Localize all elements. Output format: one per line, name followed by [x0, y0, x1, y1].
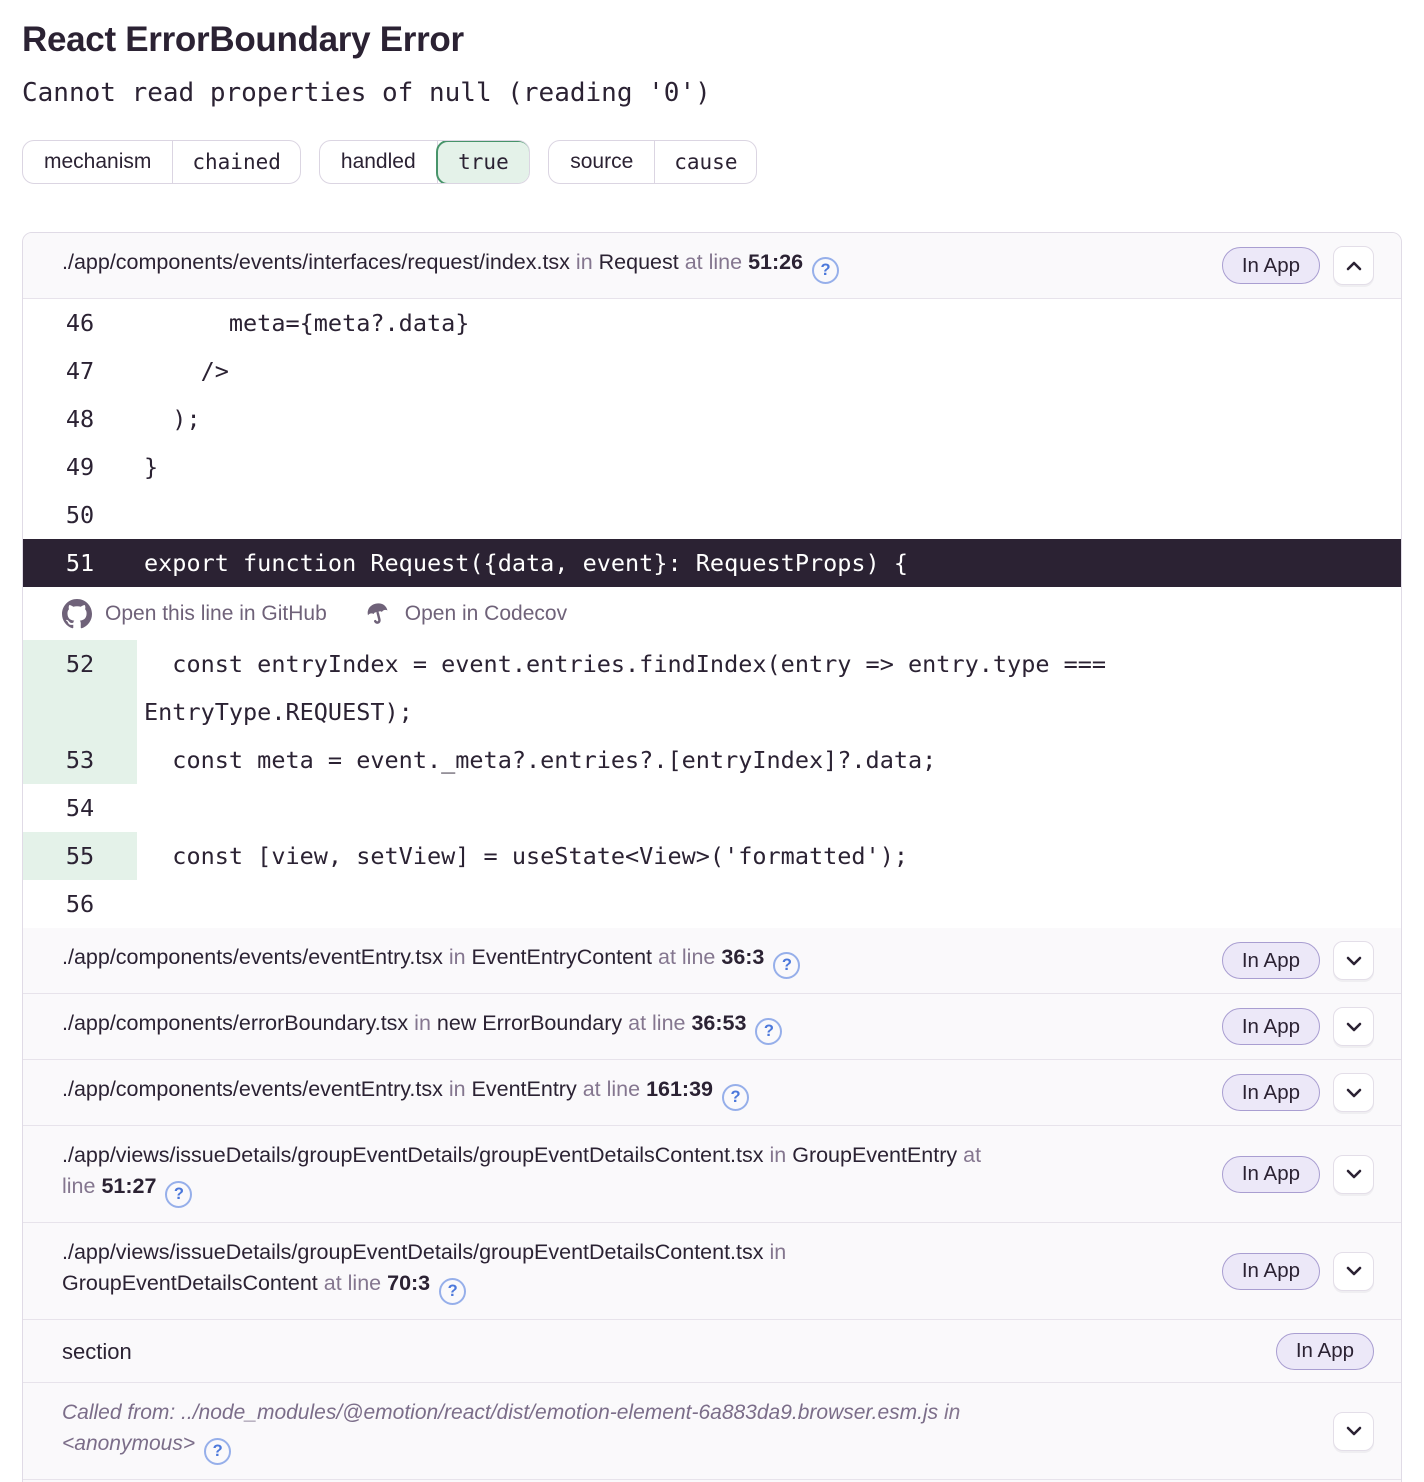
- expand-frame-button[interactable]: [1333, 1412, 1374, 1451]
- frame-function: Request: [598, 250, 679, 274]
- frame-in-label: in: [448, 1077, 466, 1101]
- help-icon[interactable]: ?: [204, 1438, 231, 1465]
- chevron-down-icon: [1344, 1083, 1364, 1103]
- page-title: React ErrorBoundary Error: [22, 20, 464, 59]
- code-line: [23, 395, 1401, 443]
- frame-line-col: 36:3: [721, 945, 765, 969]
- frame-actions: [1333, 1412, 1374, 1451]
- frame-in-label: in: [575, 250, 593, 274]
- frame-function: GroupEventDetailsContent: [62, 1271, 318, 1295]
- frame-actions: [1222, 1073, 1374, 1112]
- in-app-badge: In App: [1222, 1253, 1320, 1290]
- frame-function: section: [62, 1338, 132, 1364]
- frame-actions: [1222, 1252, 1374, 1291]
- line-source: );: [144, 405, 201, 433]
- stack-frame-header[interactable]: [23, 1222, 1401, 1319]
- frame-atline-label: at line: [658, 945, 716, 969]
- line-source: export function Request({data, event}: RequestProps) {: [144, 549, 909, 577]
- chevron-down-icon: [1344, 1261, 1364, 1281]
- code-line: [23, 880, 1401, 928]
- stack-frame-section[interactable]: [23, 1319, 1401, 1382]
- tag-value: cause: [674, 150, 738, 174]
- line-source: const entryIndex = event.entries.findIndex(entry => entry.type === EntryType.REQUEST);: [144, 650, 1121, 726]
- line-number: 46: [65, 309, 95, 337]
- frame-title: [62, 1126, 982, 1222]
- frame-title: [62, 233, 839, 298]
- tag-pill[interactable]: [22, 140, 301, 184]
- frame-filename: ./app/components/errorBoundary.tsx: [62, 1011, 409, 1035]
- frame-filename: ./app/views/issueDetails/groupEventDetails/groupEventDetailsContent.tsx: [62, 1143, 764, 1167]
- in-app-badge: In App: [1222, 247, 1320, 284]
- code-line: [23, 491, 1401, 539]
- expand-frame-button[interactable]: [1333, 941, 1374, 980]
- frame-filename: ./app/components/events/interfaces/request/index.tsx: [62, 250, 570, 274]
- line-number: 52: [23, 640, 137, 736]
- tag-value: chained: [192, 150, 281, 174]
- frame-filename: ../node_modules/@emotion/react/dist/emotion-element-6a883da9.browser.esm.js: [181, 1401, 939, 1424]
- open-in-codecov-link[interactable]: [364, 590, 567, 638]
- tag-value: true: [436, 140, 530, 184]
- line-source: [137, 880, 1401, 928]
- chevron-down-icon: [1344, 1421, 1364, 1441]
- frame-in-label: in: [448, 945, 466, 969]
- chevron-up-icon: [1344, 256, 1364, 276]
- line-number: 56: [65, 890, 95, 918]
- help-icon[interactable]: ?: [812, 257, 839, 284]
- tag-key: mechanism: [23, 141, 173, 183]
- frame-title: [62, 1060, 749, 1125]
- line-number: 54: [65, 794, 95, 822]
- open-in-github-label: Open this line in GitHub: [105, 601, 327, 625]
- frame-atline-label: at line: [323, 1271, 382, 1295]
- expand-frame-button[interactable]: [1333, 1252, 1374, 1291]
- frame-line-col: 161:39: [646, 1077, 714, 1101]
- frame-actions: [1222, 246, 1374, 285]
- frame-atline-label: at line: [684, 250, 743, 274]
- line-source: [137, 491, 1401, 539]
- github-icon: [62, 599, 92, 629]
- code-line: [23, 347, 1401, 395]
- error-message: Cannot read properties of null (reading '0'): [22, 78, 711, 108]
- frame-title: [62, 1383, 1072, 1479]
- tag-key: source: [549, 141, 655, 183]
- line-number: 50: [65, 501, 95, 529]
- help-icon[interactable]: ?: [165, 1181, 192, 1208]
- line-number: 48: [65, 405, 95, 433]
- open-in-github-link[interactable]: [62, 590, 327, 638]
- frame-actions: [1222, 1155, 1374, 1194]
- stack-frame-header[interactable]: [23, 993, 1401, 1059]
- collapse-frame-button[interactable]: [1333, 246, 1374, 285]
- line-source: [137, 784, 1401, 832]
- help-icon[interactable]: ?: [755, 1018, 782, 1045]
- in-app-badge: In App: [1222, 1156, 1320, 1193]
- frame-in-label: in: [769, 1240, 787, 1264]
- frame-actions: [1222, 1007, 1374, 1046]
- frame-filename: ./app/components/events/eventEntry.tsx: [62, 1077, 443, 1101]
- frame-actions: [1222, 941, 1374, 980]
- tag-pill[interactable]: [548, 140, 757, 184]
- line-number: 49: [65, 453, 95, 481]
- help-icon[interactable]: ?: [773, 952, 800, 979]
- frame-in-label: in: [944, 1401, 961, 1424]
- line-number: 47: [65, 357, 95, 385]
- frame-line-col: 51:27: [101, 1174, 157, 1198]
- frame-function: EventEntry: [471, 1077, 577, 1101]
- frame-atline-label: at line: [62, 1143, 982, 1198]
- chevron-down-icon: [1344, 951, 1364, 971]
- frame-line-col: 70:3: [387, 1271, 431, 1295]
- code-line: [23, 640, 1401, 736]
- frame-actions: [1276, 1333, 1374, 1370]
- chevron-down-icon: [1344, 1017, 1364, 1037]
- tags: [22, 140, 1402, 184]
- expand-frame-button[interactable]: [1333, 1007, 1374, 1046]
- stack-frame-header[interactable]: [23, 1059, 1401, 1125]
- help-icon[interactable]: ?: [439, 1278, 466, 1305]
- line-source: meta={meta?.data}: [144, 309, 470, 337]
- help-icon[interactable]: ?: [722, 1084, 749, 1111]
- frame-atline-label: at line: [582, 1077, 641, 1101]
- stack-frame-header[interactable]: [23, 1125, 1401, 1222]
- frame-title: [62, 928, 800, 993]
- codecov-umbrella-icon: [364, 600, 392, 628]
- code-line: [23, 443, 1401, 491]
- stack-trace: [22, 232, 1402, 1482]
- frame-title: [62, 994, 782, 1059]
- stack-frame-header[interactable]: [23, 233, 1401, 298]
- frame-function: GroupEventEntry: [792, 1143, 958, 1167]
- line-source: const [view, setView] = useState<View>('formatted');: [144, 842, 909, 870]
- frame-in-label: in: [769, 1143, 787, 1167]
- frame-line-col: 51:26: [748, 250, 804, 274]
- frame-function: EventEntryContent: [471, 945, 653, 969]
- code-context: [23, 298, 1401, 928]
- chevron-down-icon: [1344, 1164, 1364, 1184]
- frame-atline-label: at line: [628, 1011, 686, 1035]
- frame-line-col: 36:53: [691, 1011, 747, 1035]
- frame-in-label: in: [414, 1011, 431, 1035]
- code-actions-row: [23, 587, 1401, 640]
- line-source: }: [144, 453, 159, 481]
- in-app-badge: In App: [1222, 1008, 1320, 1045]
- frame-filename: ./app/views/issueDetails/groupEventDetails/groupEventDetailsContent.tsx: [62, 1240, 764, 1264]
- tag-pill[interactable]: [319, 140, 530, 184]
- line-source: />: [144, 357, 229, 385]
- code-line: [23, 539, 1401, 587]
- open-in-codecov-label: Open in Codecov: [404, 601, 568, 625]
- code-line: [23, 784, 1401, 832]
- frame-title: [62, 1223, 982, 1319]
- in-app-badge: In App: [1222, 1074, 1320, 1111]
- in-app-badge: In App: [1222, 942, 1320, 979]
- line-number: 53: [23, 736, 137, 784]
- tag-key: handled: [320, 141, 438, 183]
- stack-frame-header[interactable]: [23, 928, 1401, 993]
- code-line: [23, 832, 1401, 880]
- in-app-badge: In App: [1276, 1333, 1374, 1370]
- line-number: 55: [23, 832, 137, 880]
- frame-filename: ./app/components/events/eventEntry.tsx: [62, 945, 443, 969]
- collapsed-frames: [23, 928, 1401, 1319]
- frame-function: <anonymous>: [62, 1432, 196, 1455]
- code-line: [23, 736, 1401, 784]
- frame-function: new ErrorBoundary: [436, 1011, 623, 1035]
- code-line: [23, 299, 1401, 347]
- called-from-label: Called from:: [62, 1401, 182, 1424]
- line-number: 51: [65, 549, 95, 577]
- stack-frame-called-from[interactable]: [23, 1382, 1401, 1479]
- expand-frame-button[interactable]: [1333, 1073, 1374, 1112]
- expand-frame-button[interactable]: [1333, 1155, 1374, 1194]
- frame-title: [62, 1322, 132, 1381]
- line-source: const meta = event._meta?.entries?.[entryIndex]?.data;: [144, 746, 937, 774]
